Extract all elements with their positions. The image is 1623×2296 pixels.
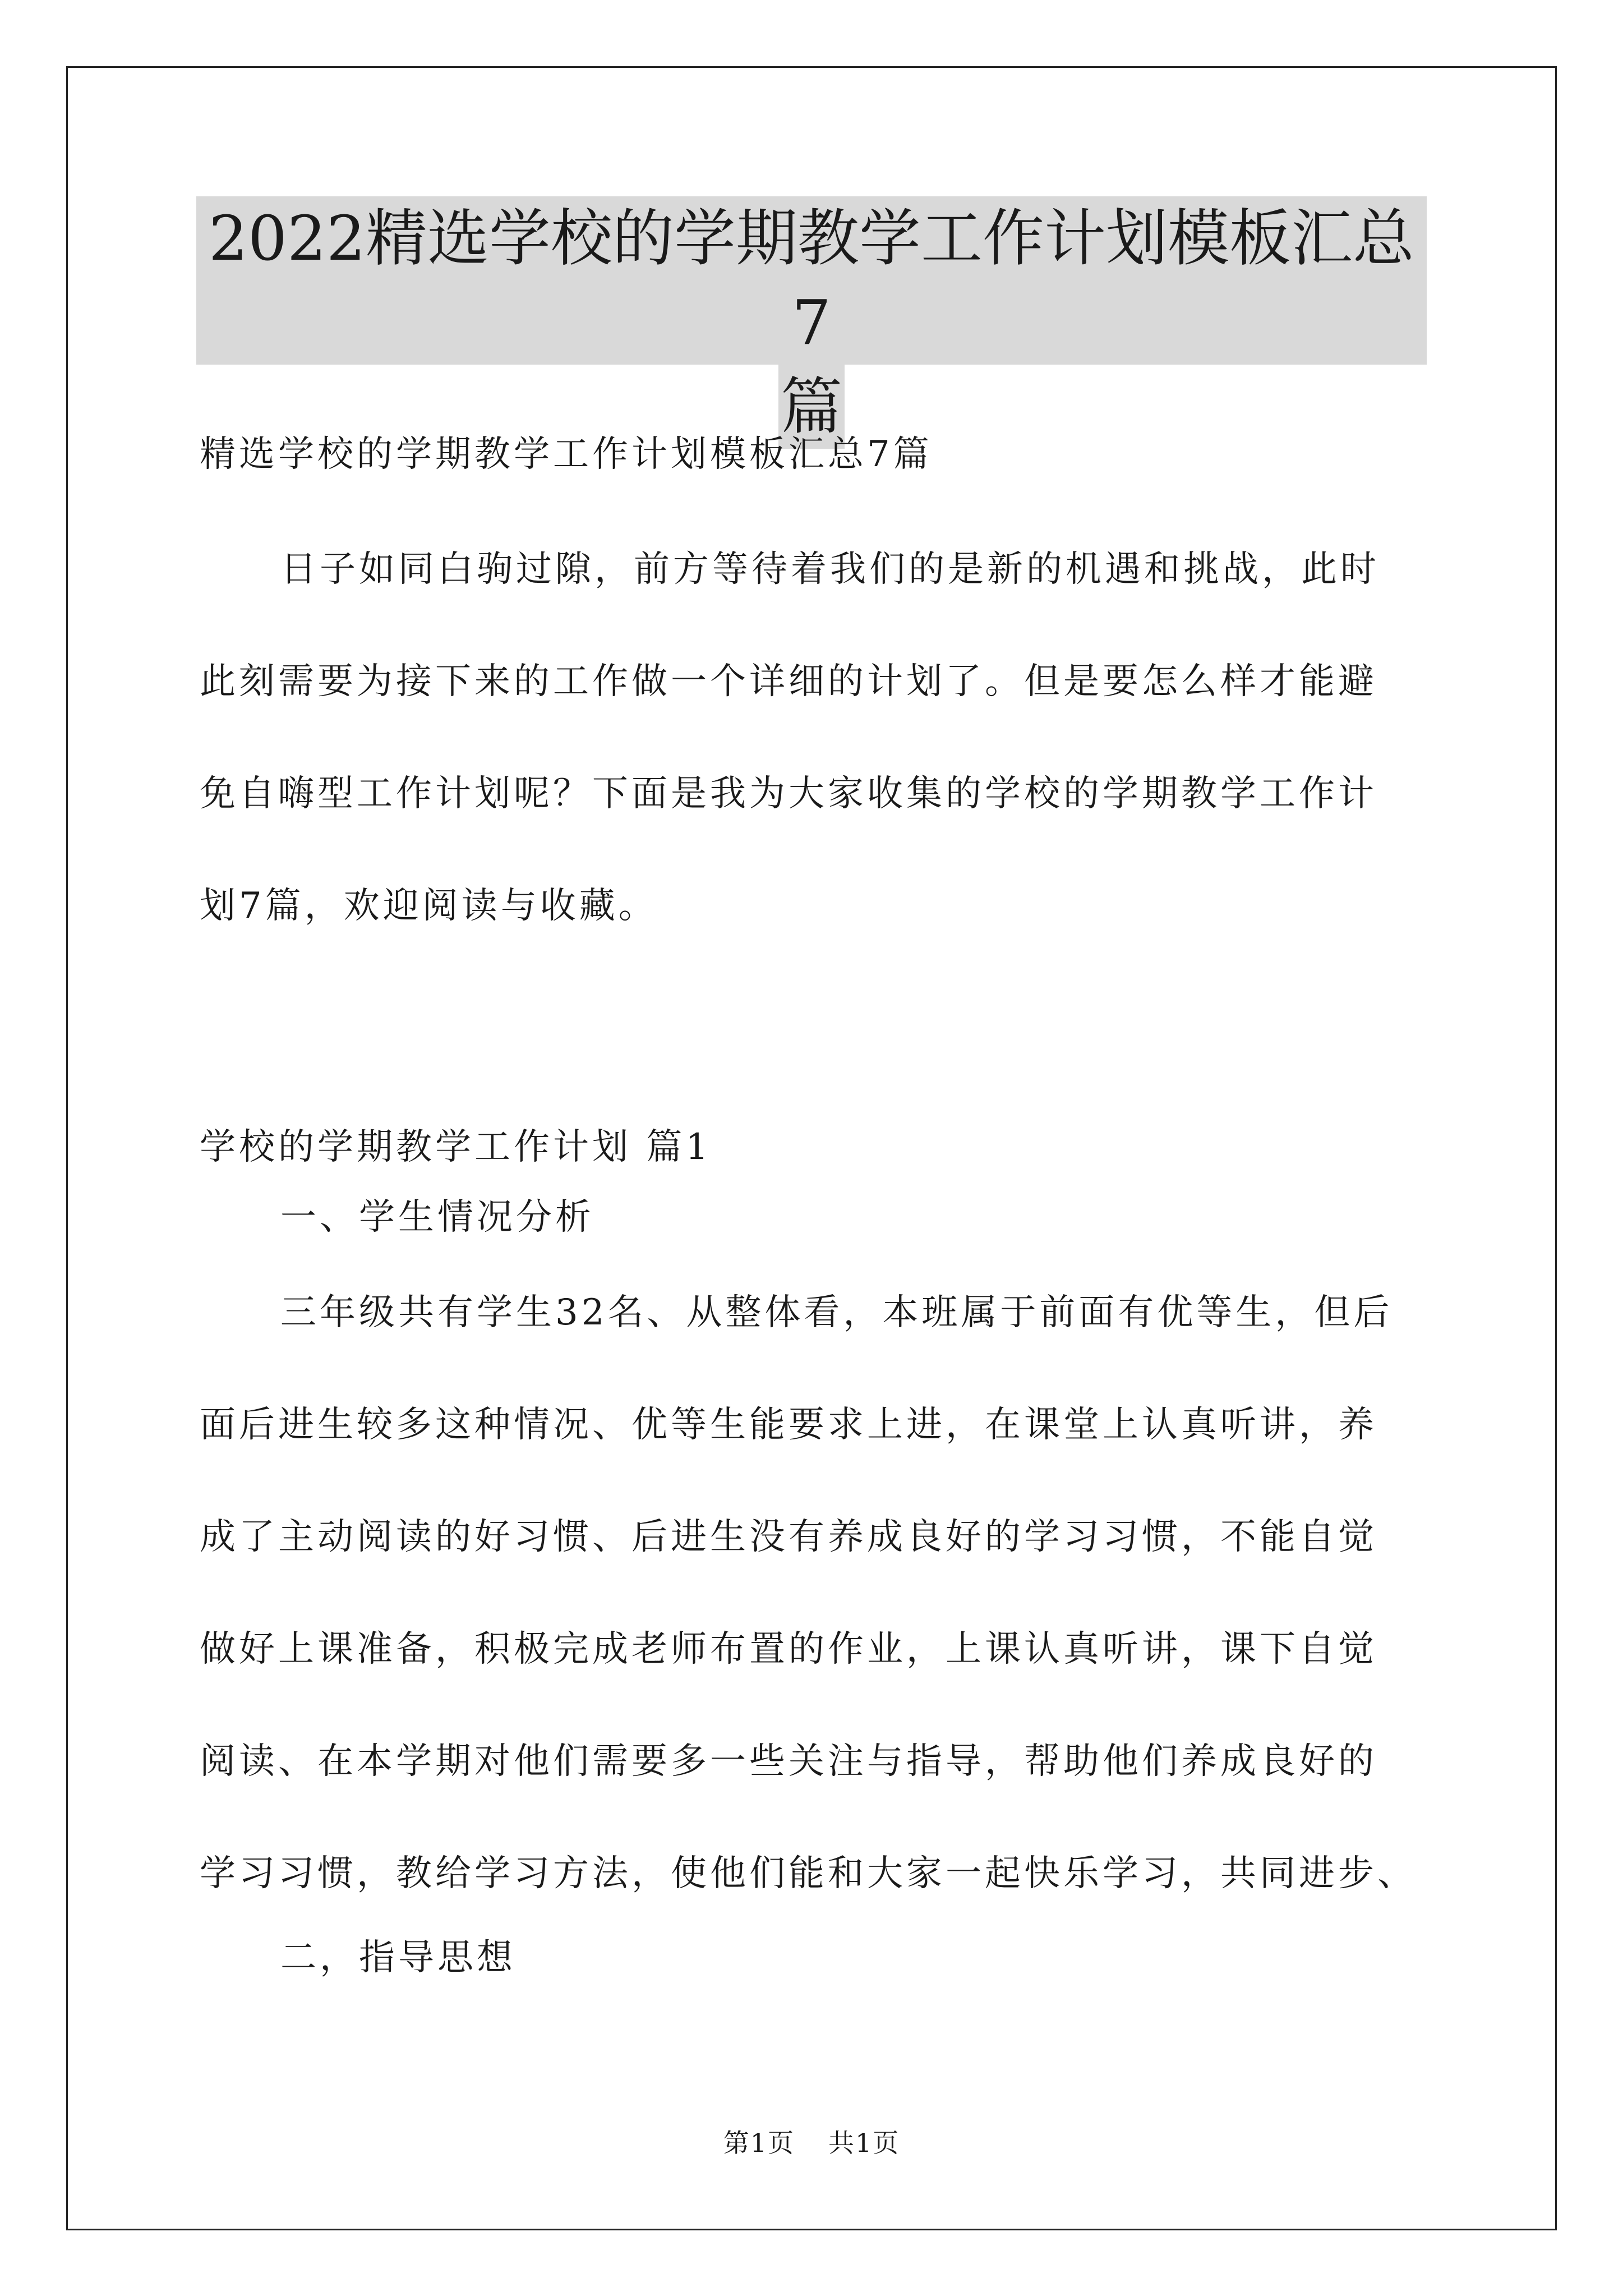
title-line-2: 篇 [778, 365, 845, 449]
paragraph-line: 做好上课准备，积极完成老师布置的作业，上课认真听讲，课下自觉 [200, 1628, 1377, 1670]
paragraph-line: 阅读、在本学期对他们需要多一些关注与指导，帮助他们养成良好的 [200, 1741, 1377, 1782]
title-line-1: 2022精选学校的学期教学工作计划模板汇总7 [196, 196, 1427, 365]
intro-line: 划7篇，欢迎阅读与收藏。 [200, 885, 658, 927]
paragraph-line: 面后进生较多这种情况、优等生能要求上进，在课堂上认真听讲，养 [200, 1404, 1377, 1446]
paragraph-line: 三年级共有学生32名、从整体看，本班属于前面有优等生，但后 [280, 1292, 1393, 1333]
subheading-guiding-thought: 二，指导思想 [280, 1937, 516, 1978]
intro-line: 免自嗨型工作计划呢？下面是我为大家收集的学校的学期教学工作计 [200, 773, 1377, 815]
intro-line: 此刻需要为接下来的工作做一个详细的计划了。但是要怎么样才能避 [200, 661, 1377, 702]
document-title [196, 196, 1427, 449]
section-heading: 学校的学期教学工作计划 篇1 [200, 1126, 712, 1168]
page-footer [0, 2126, 1623, 2160]
page-current: 第1页 [723, 2128, 795, 2158]
subheading-student-analysis: 一、学生情况分析 [280, 1197, 594, 1238]
paragraph-line: 成了主动阅读的好习惯、后进生没有养成良好的学习习惯，不能自觉 [200, 1516, 1377, 1558]
intro-line: 日子如同白驹过隙，前方等待着我们的是新的机遇和挑战，此时 [280, 549, 1380, 590]
page-total: 共1页 [828, 2128, 900, 2158]
subtitle: 精选学校的学期教学工作计划模板汇总7篇 [200, 434, 933, 475]
paragraph-line: 学习习惯，教给学习方法，使他们能和大家一起快乐学习，共同进步、 [200, 1853, 1417, 1894]
